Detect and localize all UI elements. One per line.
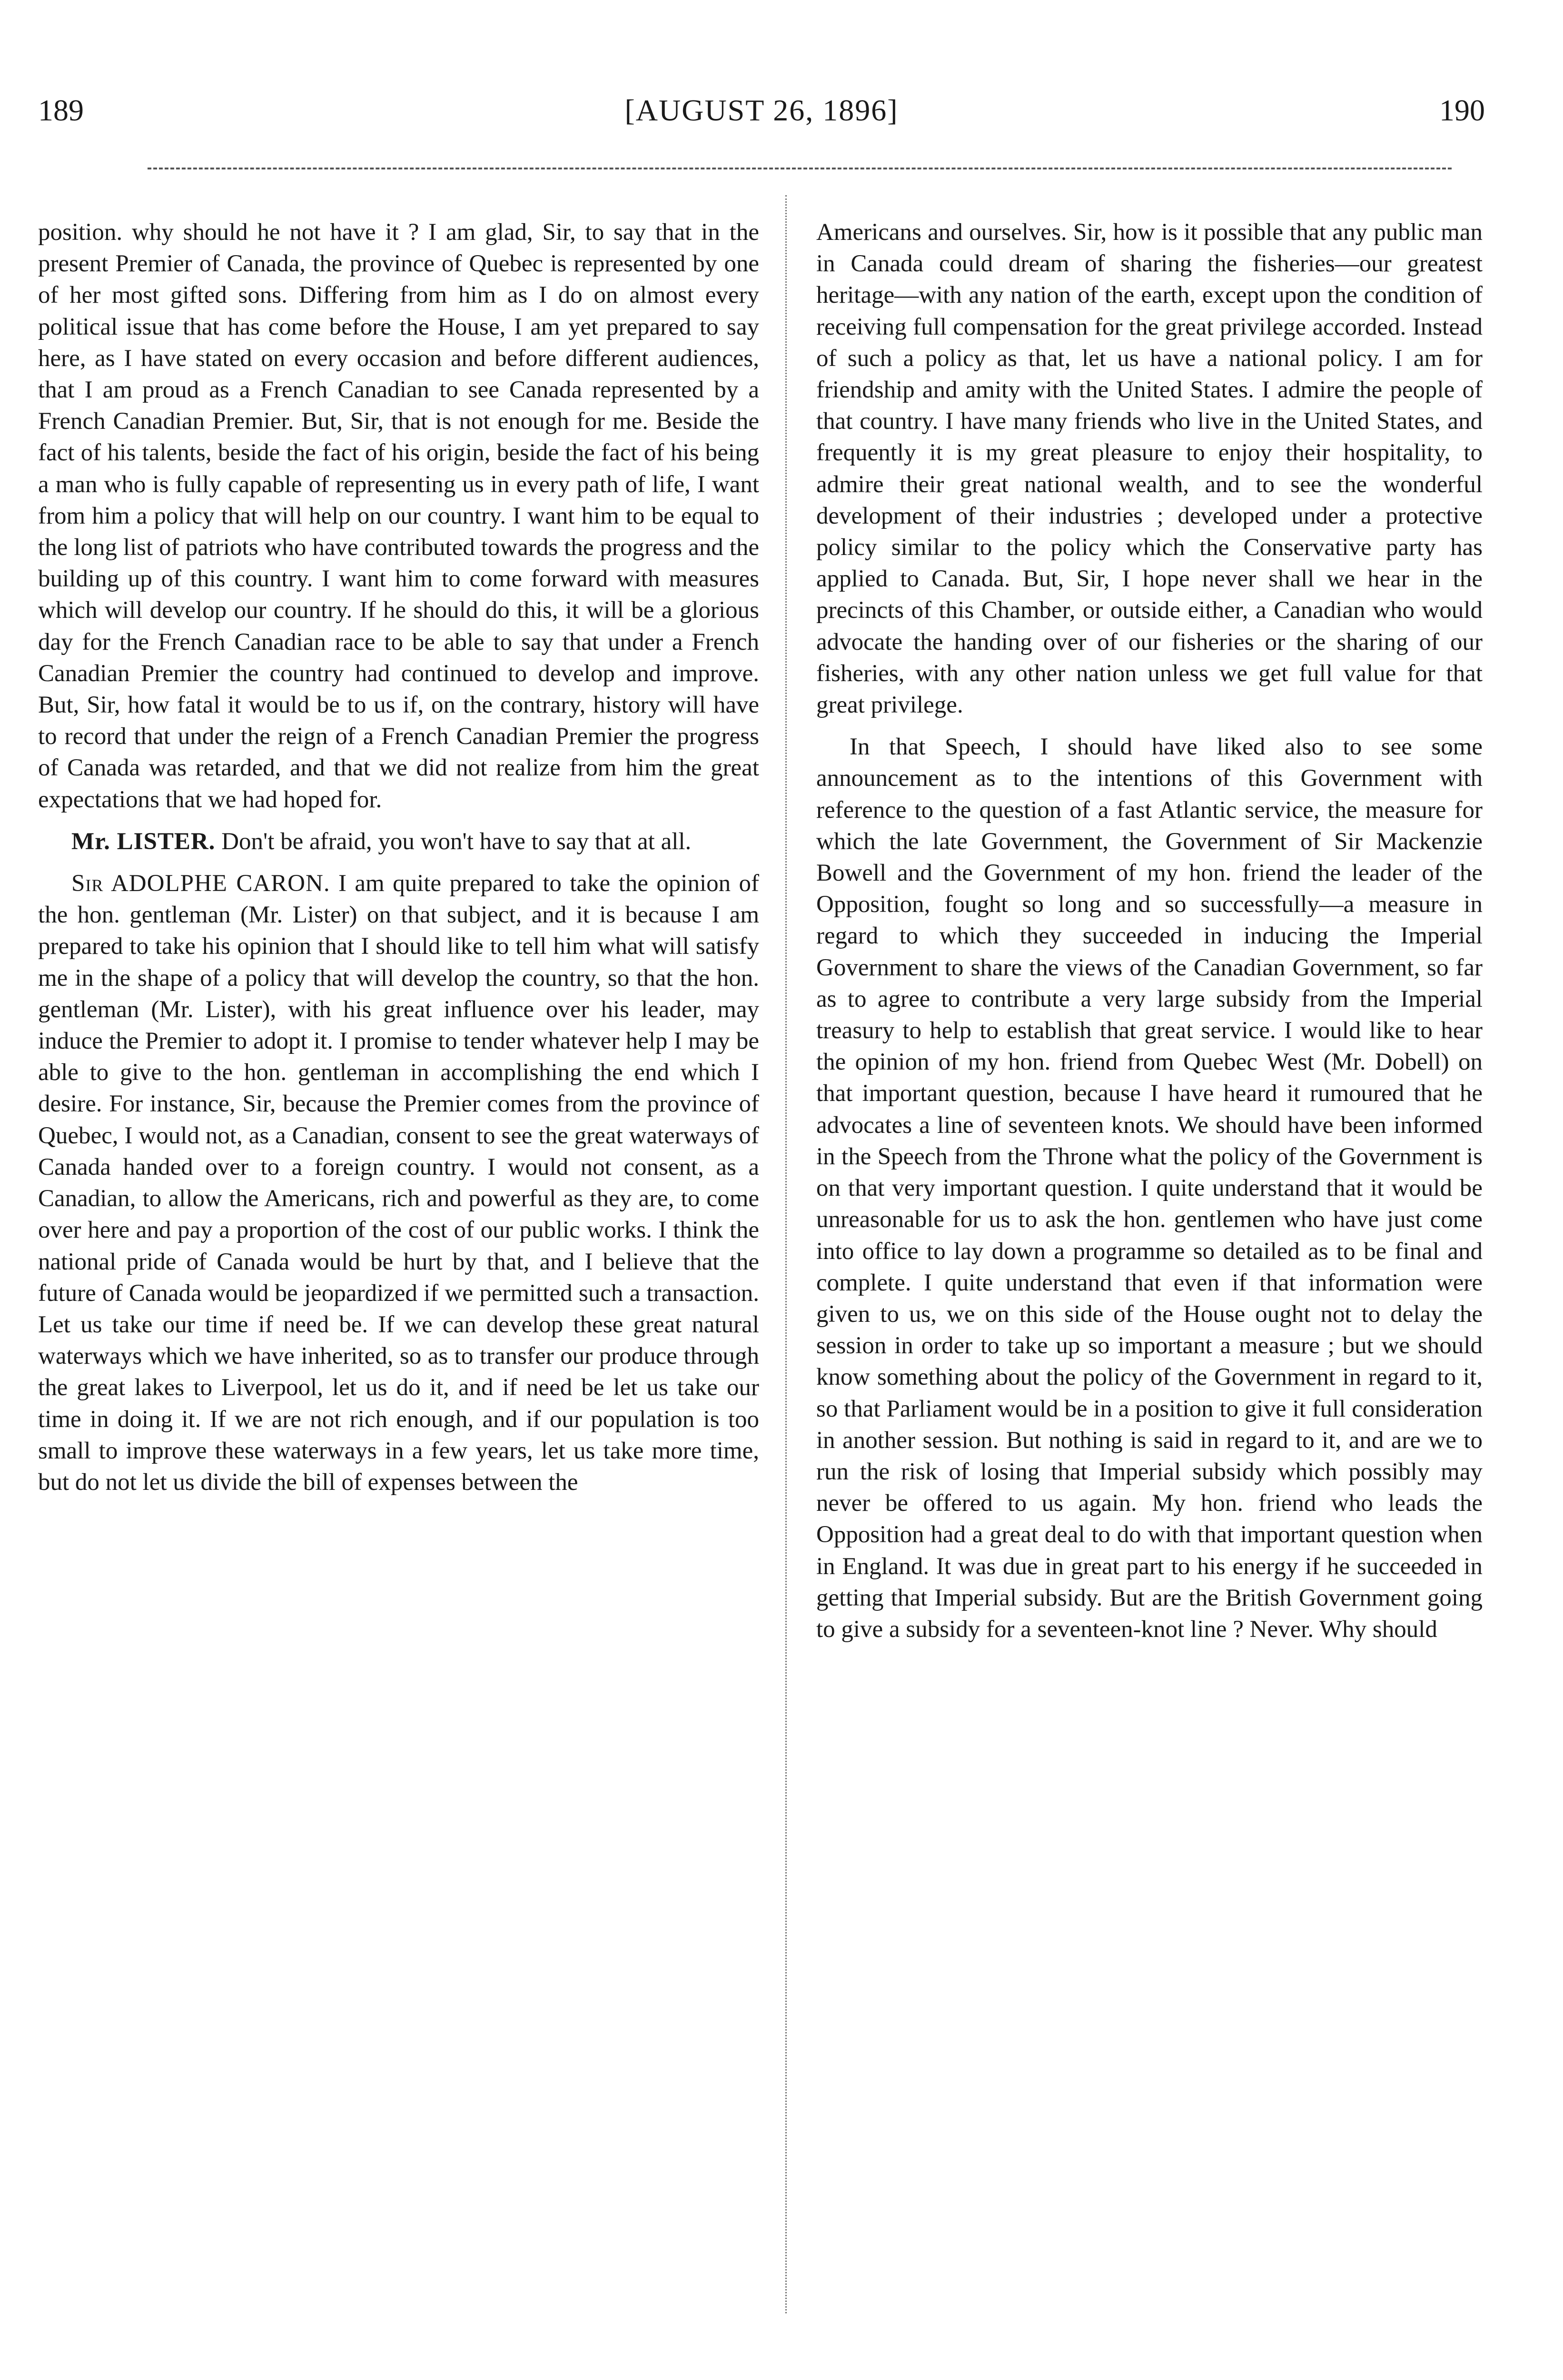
page-number-right: 190: [1439, 93, 1485, 127]
paragraph: [38, 868, 759, 1498]
speech-text: Don't be afraid, you won't have to say that at all.: [215, 828, 692, 855]
paragraph: [38, 826, 759, 857]
header-rule: [148, 168, 1452, 169]
page-header: [38, 93, 1485, 140]
paragraph: Americans and ourselves. Sir, how is it possible that any public man in Canada could dream of sharing the fisheries—our greatest heritage—with any nation of the earth, except upon the condition of receiving full compensation for the great privilege accorded. Instead of such a policy as that, let us have a national policy. I am for friendship and amity with the United States. I admire the people of that country. I have many friends who live in the United States, and frequently it is my great pleasure to enjoy their hospitality, to admire their great national wealth, and to see the wonderful development of their industries ; developed under a protective policy similar to the policy which the Conservative party has applied to Canada. But, Sir, I hope never shall we hear in the precincts of this Chamber, or outside either, a Canadian who would advocate the handing over of our fisheries or the sharing of our fisheries, with any other nation unless we get full value for that great privilege.: [816, 219, 1483, 719]
paragraph: In that Speech, I should have liked also to see some announcement as to the intentions of this Government with reference to the question of a fast Atlantic service, the measure for which the late Government, the Government of Sir Mackenzie Bowell and the Government of my hon. friend the leader of the Opposition, fought so long and so successfully—a measure in regard to which they succeeded in inducing the Imperial Government to share the views of the Canadian Government, so far as to agree to contribute a very large subsidy from the Imperial treasury to help to establish that great service. I would like to hear the opinion of my hon. friend from Quebec West (Mr. Dobell) on that important question, because I have heard it rumoured that he advocates a line of seventeen knots. We should have been informed in the Speech from the Throne what the policy of the Government is on that very important question. I quite understand that it would be unreasonable for us to ask the hon. gentlemen who have just come into office to lay down a programme so detailed as to be final and complete. I quite understand that even if that information were given to us, we on this side of the House ought not to delay the session in order to take up so important a measure ; but we should know something about the policy of the Government in regard to it, so that Parliament would be in a position to give it full consideration in another session. But nothing is said in regard to it, and are we to run the risk of losing that Imperial subsidy which possibly may never be offered to us again. My hon. friend who leads the Opposition had a great deal to do with that important question when in England. It was due in great part to his energy if he succeeded in getting that Imperial subsidy. But are the British Government going to give a subsidy for a seventeen-knot line ? Never. Why should: [816, 734, 1483, 1643]
paragraph: position. why should he not have it ? I am glad, Sir, to say that in the present Premier of Canada, the province of Quebec is represented by one of her most gifted sons. Differing from him as I do on almost every political issue that has come before the House, I am yet prepared to say here, as I have stated on every occasion and before different audiences, that I am proud as a French Canadian to see Canada represented by a French Canadian Premier. But, Sir, that is not enough for me. Beside the fact of his talents, beside the fact of his origin, beside the fact of his being a man who is fully capable of representing us in every path of life, I want from him a policy that will help on our country. I want him to be equal to the long list of patriots who have contributed towards the progress and the building up of this country. I want him to come forward with measures which will develop our country. If he should do this, it will be a glorious day for the French Canadian race to be able to say that under a French Canadian Premier the country had continued to develop and improve. But, Sir, how fatal it would be to us if, on the contrary, history will have to record that under the reign of a French Canadian Premier the progress of Canada was retarded, and that we did not realize from him the great expectations that we had hoped for.: [38, 219, 759, 813]
right-column: [816, 217, 1483, 1656]
speaker-name: Mr. LISTER.: [71, 828, 216, 855]
page-number-left: 189: [38, 93, 84, 127]
page-date: [AUGUST 26, 1896]: [624, 93, 899, 127]
speech-text: I am quite prepared to take the opinion of the hon. gentleman (Mr. Lister) on that subject, and it is because I am prepared to take his opinion that I should like to tell him what will satisfy me in the shape of a policy that will develop the country, so that the hon. gentleman (Mr. Lister), with his great influence over his leader, may induce the Premier to adopt it. I promise to tender whatever help I may be able to give to the hon. gentleman in accomplishing the end which I desire. For instance, Sir, because the Premier comes from the province of Quebec, I would not, as a Canadian, consent to see the great waterways of Canada handed over to a foreign country. I would not consent, as a Canadian, to allow the Americans, rich and powerful as they are, to come over here and pay a proportion of the cost of our public works. I think the national pride of Canada would be hurt by that, and I believe that the future of Canada would be jeopardized if we permitted such a transaction. Let us take our time if need be. If we can develop these great natural waterways which we have inherited, so as to transfer our produce through the great lakes to Liverpool, let us do it, and if need be let us take our time in doing it. If we are not rich enough, and if our population is too small to improve these waterways in a few years, let us take more time, but do not let us divide the bill of expenses between the: [38, 870, 759, 1496]
speaker-name: Sir ADOLPHE CARON.: [71, 870, 330, 897]
left-column: [38, 217, 759, 1508]
column-divider: [785, 195, 787, 2313]
